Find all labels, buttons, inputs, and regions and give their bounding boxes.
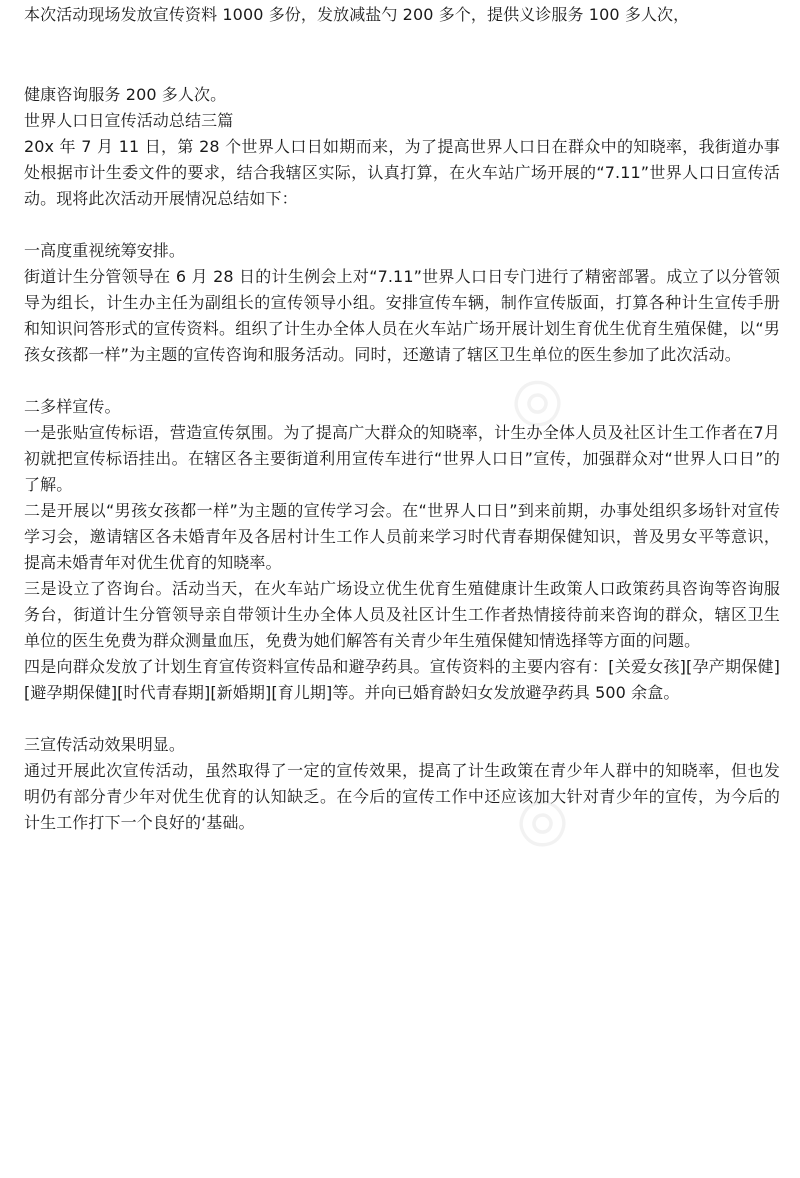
paragraph: 20x 年 7 月 11 日，第 28 个世界人口日如期而来，为了提高世界人口日在群众中的知晓率，我街道办事处根据市计生委文件的要求，结合我辖区实际，认真打算，在火车站广场开展的“7.11”世界人口日宣传活动。现将此次活动开展情况总结如下： xyxy=(24,137,780,208)
paragraph: 街道计生分管领导在 6 月 28 日的计生例会上对“7.11”世界人口日专门进行了精密部署。成立了以分管领导为组长，计生办主任为副组长的宣传领导小组。安排宣传车辆，制作宣传版面，打算各种计生宣传手册和知识问答形式的宣传资料。组织了计生办全体人员在火车站广场开展计划生育优生优育生殖保健，以“男孩女孩都一样”为主题的宣传咨询和服务活动。同时，还邀请了辖区卫生单位的医生参加了此次活动。 xyxy=(24,267,780,364)
watermark-icon: ◎ xyxy=(498,776,582,864)
paragraph: 二是开展以“男孩女孩都一样”为主题的宣传学习会。在“世界人口日”到来前期，办事处组织多场针对宣传学习会，邀请辖区各未婚青年及各居村计生工作人员前来学习时代青春期保健知识，普及男女平等意识，提高未婚青年对优生优育的知晓率。 xyxy=(24,501,780,572)
top-line-block xyxy=(24,2,780,28)
paragraph-spacer xyxy=(24,212,780,238)
section-heading: 一高度重视统筹安排。 xyxy=(24,241,186,260)
paragraph-top-line: 本次活动现场发放宣传资料 1000 多份，发放减盐勺 200 多个，提供义诊服务 100 多人次， xyxy=(24,5,690,24)
paragraph: 健康咨询服务 200 多人次。 xyxy=(24,85,227,104)
paragraph: 四是向群众发放了计划生育宣传资料宣传品和避孕药具。宣传资料的主要内容有：[关爱女孩][孕产期保健][避孕期保健][时代青春期][新婚期][育儿期]等。并向已婚育龄妇女发放避孕药具 500 余盒。 xyxy=(24,657,780,702)
section-heading: 三宣传活动效果明显。 xyxy=(24,735,186,754)
paragraph: 通过开展此次宣传活动，虽然取得了一定的宣传效果，提高了计生政策在青少年人群中的知晓率，但也发明仍有部分青少年对优生优育的认知缺乏。在今后的宣传工作中还应该加大针对青少年的宣传，为今后的计生工作打下一个良好的‘基础。 xyxy=(24,761,780,832)
document-title: 世界人口日宣传活动总结三篇 xyxy=(24,111,234,130)
paragraph-spacer xyxy=(24,368,780,394)
main-text-block xyxy=(24,82,780,836)
paragraph: 一是张贴宣传标语，营造宣传氛围。为了提高广大群众的知晓率，计生办全体人员及社区计生工作者在7月初就把宣传标语挂出。在辖区各主要街道利用宣传车进行“世界人口日”宣传，加强群众对“世界人口日”的了解。 xyxy=(24,423,780,494)
paragraph: 三是设立了咨询台。活动当天，在火车站广场设立优生优育生殖健康计生政策人口政策药具咨询等咨询服务台，街道计生分管领导亲自带领计生办全体人员及社区计生工作者热情接待前来咨询的群众，辖区卫生单位的医生免费为群众测量血压，免费为她们解答有关青少年生殖保健知情选择等方面的问题。 xyxy=(24,579,780,650)
watermark-icon: ◎ xyxy=(493,356,577,444)
section-heading: 二多样宣传。 xyxy=(24,397,121,416)
paragraph-spacer xyxy=(24,706,780,732)
